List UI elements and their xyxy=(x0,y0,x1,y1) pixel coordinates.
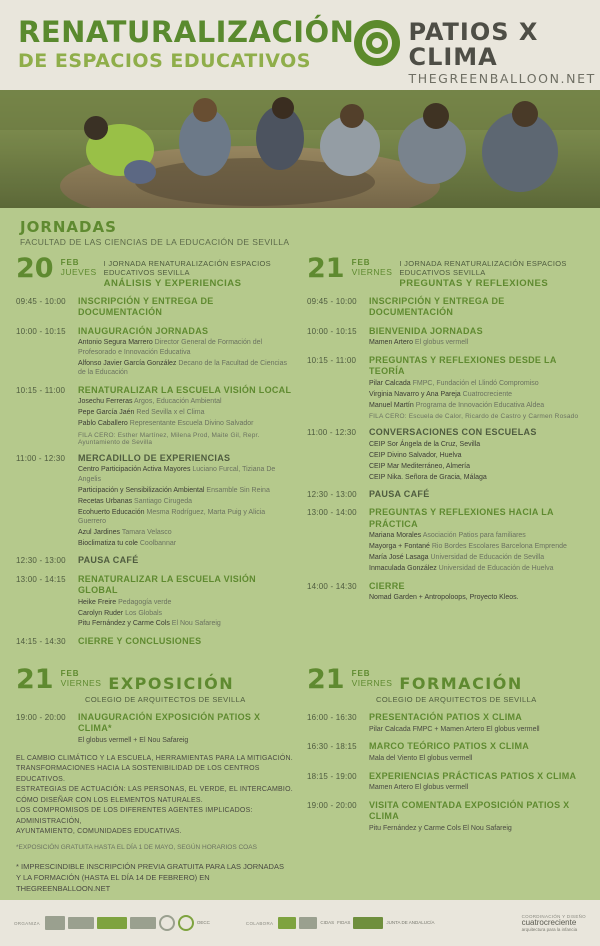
schedule-speaker: Alfonso Javier García González Decano de la Facultad de Ciencias de la Educación xyxy=(78,359,287,377)
schedule-speaker: Pepe García Jaén Red Sevilla x el Clima xyxy=(78,409,205,417)
coord-sub: arquitectura para la infancia xyxy=(521,926,578,932)
day-21-schedule xyxy=(307,296,584,603)
exposicion-paragraph: AYUNTAMIENTO, COMUNIDADES EDUCATIVAS. xyxy=(16,828,182,836)
logo-junta-text: JUNTA DE ANDALUCÍA xyxy=(386,919,435,925)
schedule-time: 13:00 - 14:15 xyxy=(16,574,66,584)
schedule-note: FILA CERO: Esther Martínez, Milena Prod, Maite Gil, Repr. Ayuntamiento de Sevilla xyxy=(78,431,260,446)
schedule-time: 11:00 - 12:30 xyxy=(307,428,357,437)
schedule-speaker: Mayorga + Fontané Rio Bordes Escolares Barcelona Emprende xyxy=(369,543,567,551)
schedule-title: RENATURALIZAR LA ESCUELA VISIÓN LOCAL xyxy=(78,384,292,395)
schedule-speaker: Mamen Artero El globus vermell xyxy=(369,784,469,792)
schedule-title: EXPERIENCIAS PRÁCTICAS PATIOS X CLIMA xyxy=(369,770,577,781)
schedule-speaker: Centro Participación Activa Mayores Luciano Furcal, Tiziana De Angelis xyxy=(78,466,276,483)
schedule-speaker: Azul Jardines Tamara Velasco xyxy=(78,528,172,536)
exposicion-name: EXPOSICIÓN xyxy=(108,674,235,694)
day-21-number: 21 xyxy=(307,253,345,284)
schedule-speaker: Pitu Fernández y Carme Cols El Nou Safareig xyxy=(78,620,221,628)
schedule-speaker: Virginia Navarro y Ana Pareja Cuatrocreciente xyxy=(369,390,513,398)
schedule-speaker: Mariana Morales Asociación Patios para familiares xyxy=(369,532,526,540)
exposicion-header xyxy=(16,664,293,696)
day-20-title-line2: ANÁLISIS Y EXPERIENCIAS xyxy=(103,278,242,289)
schedule-block xyxy=(16,326,293,378)
schedule-title: INAUGURACIÓN JORNADAS xyxy=(78,325,209,336)
coordinacion-group xyxy=(522,914,586,933)
schedule-block xyxy=(16,385,293,446)
jornadas-heading xyxy=(16,218,584,247)
exposicion-title: INAUGURACIÓN EXPOSICIÓN PATIOS X CLIMA* xyxy=(78,712,261,734)
schedule-title: INSCRIPCIÓN Y ENTREGA DE DOCUMENTACIÓN xyxy=(369,296,505,318)
schedule-time: 10:00 - 10:15 xyxy=(16,326,66,336)
jornadas-title: JORNADAS xyxy=(20,218,117,236)
schedule-time: 19:00 - 20:00 xyxy=(307,800,357,810)
colabora-group xyxy=(246,914,435,932)
schedule-title: PAUSA CAFÉ xyxy=(369,489,430,499)
schedule-speaker: Pilar Calcada FMPC, Fundación el Llindó Compromiso xyxy=(369,379,539,387)
day-20-month: FEB xyxy=(60,258,80,267)
exposicion-paragraph: LOS COMPROMISOS DE LOS DIFERENTES AGENTES IMPLICADOS: ADMINISTRACIÓN, xyxy=(16,807,253,825)
logo-cidas-text: CIDAS xyxy=(320,919,335,925)
formacion-schedule xyxy=(307,712,584,833)
day-20-column xyxy=(16,253,293,654)
day-21-title-line1: I JORNADA RENATURALIZACIÓN ESPACIOS EDUCATIVOS SEVILLA xyxy=(399,259,567,277)
page-title: RENATURALIZACIÓN xyxy=(18,15,355,49)
schedule-speaker: Antonio Segura Marrero Director General de Formación del Profesorado e Innovación Educativa xyxy=(78,339,263,356)
schedule-block xyxy=(307,581,584,603)
exposicion-place: COLEGIO DE ARQUITECTOS DE SEVILLA xyxy=(85,695,246,705)
exposicion-day-number: 21 xyxy=(16,664,54,696)
schedule-speaker: Josechu Ferreras Argos, Educación Ambiental xyxy=(78,398,222,406)
exposicion-date xyxy=(61,668,102,688)
inscripcion-note-line: Y LA FORMACIÓN (HASTA EL DÍA 14 DE FEBRERO) EN THEGREENBALLOON.NET xyxy=(16,872,210,894)
schedule-speaker: Mamen Artero El globus vermell xyxy=(369,339,469,347)
schedule-block xyxy=(307,355,584,420)
day-21-header xyxy=(307,253,584,289)
day-21-title xyxy=(399,257,584,289)
photo-illustration xyxy=(0,90,600,208)
schedule-time: 14:15 - 14:30 xyxy=(16,636,66,646)
exposicion-month: FEB xyxy=(60,669,80,679)
schedule-speaker: Carolyn Ruder Los Globals xyxy=(78,609,163,617)
schedule-speaker: Pilar Calcada FMPC + Mamen Artero El globus vermell xyxy=(369,725,540,733)
schedule-block xyxy=(307,427,584,482)
schedule-title: MARCO TEÓRICO PATIOS X CLIMA xyxy=(369,741,530,752)
schedule-time: 11:00 - 12:30 xyxy=(16,453,66,463)
day-20-weekday: JUEVES xyxy=(60,267,97,277)
schedule-time: 10:15 - 11:00 xyxy=(16,385,66,395)
schedule-block xyxy=(16,296,293,319)
schedule-speaker: CEIP Sor Ángela de la Cruz, Sevilla xyxy=(369,440,481,448)
schedule-title: VISITA COMENTADA EXPOSICIÓN PATIOS X CLIMA xyxy=(369,799,570,821)
schedule-time: 16:00 - 16:30 xyxy=(307,713,357,723)
inscripcion-note-line: * IMPRESCINDIBLE INSCRIPCIÓN PREVIA GRATUITA PARA LAS JORNADAS xyxy=(16,861,284,871)
formacion-month: FEB xyxy=(351,669,371,679)
exposicion-block xyxy=(16,712,293,745)
schedule-time: 13:00 - 14:00 xyxy=(307,508,357,518)
schedule-block xyxy=(307,507,584,573)
formacion-day-number: 21 xyxy=(307,664,345,696)
schedule-speaker: CEIP Nika. Señora de Gracia, Málaga xyxy=(369,473,487,481)
exposicion-paragraph: ESTRATEGIAS DE ACTUACIÓN: LAS PERSONAS, EL VERDE, EL INTERCAMBIO. xyxy=(16,786,293,794)
schedule-block xyxy=(307,296,584,319)
schedule-title: PREGUNTAS Y REFLEXIONES DESDE LA TEORÍA xyxy=(369,354,557,376)
schedule-block xyxy=(307,712,584,734)
brand-block xyxy=(354,10,595,86)
poster-header xyxy=(0,0,600,88)
day-21-date xyxy=(352,257,393,277)
schedule-title: MERCADILLO DE EXPERIENCIAS xyxy=(78,452,231,463)
day-20-title-line1: I JORNADA RENATURALIZACIÓN ESPACIOS EDUCATIVOS SEVILLA xyxy=(103,259,271,277)
schedule-time: 12:30 - 13:00 xyxy=(16,556,66,566)
day-20-header xyxy=(16,253,293,289)
exposicion-paragraph: CÓMO DISEÑAR CON LOS ELEMENTOS NATURALES. xyxy=(16,796,203,804)
schedule-note: FILA CERO: Escuela de Calor, Ricardo de Castro y Carmen Rosado xyxy=(369,413,579,420)
schedule-block xyxy=(307,741,584,763)
schedule-speaker: Nomad Garden + Antropoloops, Proyecto Kleos. xyxy=(369,594,519,602)
page-subtitle: DE ESPACIOS EDUCATIVOS xyxy=(18,50,311,72)
schedule-title: PREGUNTAS Y REFLEXIONES HACIA LA PRÁCTICA xyxy=(369,507,554,529)
schedule-columns xyxy=(16,253,584,654)
formacion-weekday: VIERNES xyxy=(351,678,393,689)
schedule-block xyxy=(307,800,584,833)
schedule-time: 14:00 - 14:30 xyxy=(307,581,357,591)
organiza-label: ORGANIZA xyxy=(14,920,40,926)
exposicion-paragraph: TRANSFORMACIONES HACIA LA SOSTENIBILIDAD DE LOS CENTROS EDUCATIVOS. xyxy=(16,765,260,783)
schedule-time: 12:30 - 13:00 xyxy=(307,490,357,499)
schedule-block xyxy=(16,636,293,647)
schedule-time: 18:15 - 19:00 xyxy=(307,771,357,781)
coord-name: cuatrocreciente xyxy=(521,917,577,927)
logo-colaboradores xyxy=(278,914,434,932)
exposicion-section xyxy=(16,664,293,894)
schedule-time: 10:15 - 11:00 xyxy=(307,355,357,365)
schedule-speaker: Mala del Viento El globus vermell xyxy=(369,755,473,763)
schedule-block xyxy=(307,326,584,348)
schedule-title: CIERRE xyxy=(369,580,405,591)
green-balloon-logo-icon xyxy=(354,20,400,66)
schedule-speaker: Recetas Urbanas Santiago Cirugeda xyxy=(78,497,193,505)
schedule-speaker: Participación y Sensibilización Ambiental Ensamble Sin Reina xyxy=(78,486,270,494)
exposicion-weekday: VIERNES xyxy=(60,678,102,689)
bottom-sections xyxy=(16,664,584,894)
formacion-header xyxy=(307,664,584,696)
schedule-time: 10:00 - 10:15 xyxy=(307,326,357,336)
organiza-group xyxy=(14,914,210,932)
jornadas-venue: FACULTAD DE LAS CIENCIAS DE LA EDUCACIÓN DE SEVILLA xyxy=(20,237,290,247)
schedule-speaker: Inmaculada González Universidad de Educación de Huelva xyxy=(369,565,554,573)
exposicion-by: El globus vermell + El Nou Safareig xyxy=(78,737,189,745)
header-photo xyxy=(0,90,600,208)
day-20-number: 20 xyxy=(16,253,54,284)
exposicion-paragraph: EL CAMBIO CLIMÁTICO Y LA ESCUELA, HERRAMIENTAS PARA LA MITIGACIÓN. xyxy=(16,754,293,762)
schedule-title: BIENVENIDA JORNADAS xyxy=(369,325,483,336)
schedule-speaker: María José Lasaga Universidad de Educación de Sevilla xyxy=(369,554,545,562)
schedule-block xyxy=(16,574,293,629)
schedule-title: PRESENTACIÓN PATIOS X CLIMA xyxy=(369,712,523,723)
coordinacion-label: COORDINACIÓN Y DISEÑO xyxy=(521,913,586,919)
day-20-date xyxy=(61,257,97,277)
schedule-title: INSCRIPCIÓN Y ENTREGA DE DOCUMENTACIÓN xyxy=(78,296,214,318)
schedule-speaker: Pablo Caballero Representante Escuela Divino Salvador xyxy=(78,420,254,428)
schedule-time: 09:45 - 10:00 xyxy=(307,297,357,306)
day-20-schedule xyxy=(16,296,293,647)
title-block xyxy=(18,10,354,73)
schedule-time: 09:45 - 10:00 xyxy=(16,297,66,306)
schedule-title: CIERRE Y CONCLUSIONES xyxy=(78,635,202,646)
formacion-place: COLEGIO DE ARQUITECTOS DE SEVILLA xyxy=(376,695,537,705)
formacion-date xyxy=(352,668,393,688)
schedule-block xyxy=(16,555,293,566)
inscripcion-note xyxy=(16,861,293,895)
schedule-block xyxy=(307,771,584,793)
brand-name: PATIOS X CLIMA xyxy=(408,18,539,72)
schedule-speaker: CEIP Divino Salvador, Huelva xyxy=(369,451,462,459)
formacion-section xyxy=(307,664,584,894)
day-21-month: FEB xyxy=(351,258,371,267)
schedule-speaker: Bioclimatiza tu cole Coolbannar xyxy=(78,539,177,547)
program-body xyxy=(0,208,600,900)
brand-url: THEGREENBALLOON.NET xyxy=(408,71,596,87)
schedule-time: 16:30 - 18:15 xyxy=(307,742,357,752)
exposicion-paragraphs xyxy=(16,754,293,838)
schedule-speaker: Heike Freire Pedagogía verde xyxy=(78,598,172,606)
schedule-title: PAUSA CAFÉ xyxy=(78,555,139,566)
logo-fidas-text: FIDAS xyxy=(337,919,351,925)
schedule-block xyxy=(16,453,293,549)
day-21-title-line2: PREGUNTAS Y REFLEXIONES xyxy=(399,278,549,289)
schedule-title: RENATURALIZAR LA ESCUELA VISIÓN GLOBAL xyxy=(78,573,256,595)
schedule-speaker: Manuel Martín Programa de Innovación Educativa Aldea xyxy=(369,401,545,409)
day-21-column xyxy=(307,253,584,654)
formacion-name: FORMACIÓN xyxy=(399,674,523,694)
schedule-block xyxy=(307,489,584,500)
brand-text xyxy=(408,20,595,86)
schedule-title: CONVERSACIONES CON ESCUELAS xyxy=(369,427,537,437)
logo-oecc-text: OECC xyxy=(196,919,210,925)
day-21-weekday: VIERNES xyxy=(351,267,393,277)
schedule-speaker: Pitu Fernández y Carme Cols El Nou Safareig xyxy=(369,824,512,832)
schedule-speaker: Ecohuerto Educación Mesma Rodríguez, Marta Puig y Alicia Guerrero xyxy=(78,508,266,525)
day-20-title xyxy=(104,257,293,289)
logo-gobierno xyxy=(45,914,210,932)
schedule-speaker: CEIP Mar Mediterráneo, Almería xyxy=(369,462,471,470)
sponsor-footer xyxy=(0,900,600,946)
exposicion-starred-note: *EXPOSICIÓN GRATUITA HASTA EL DÍA 1 DE MAYO, SEGÚN HORARIOS COAS xyxy=(16,843,257,851)
colabora-label: COLABORA xyxy=(245,920,274,926)
exposicion-time: 19:00 - 20:00 xyxy=(16,713,66,723)
